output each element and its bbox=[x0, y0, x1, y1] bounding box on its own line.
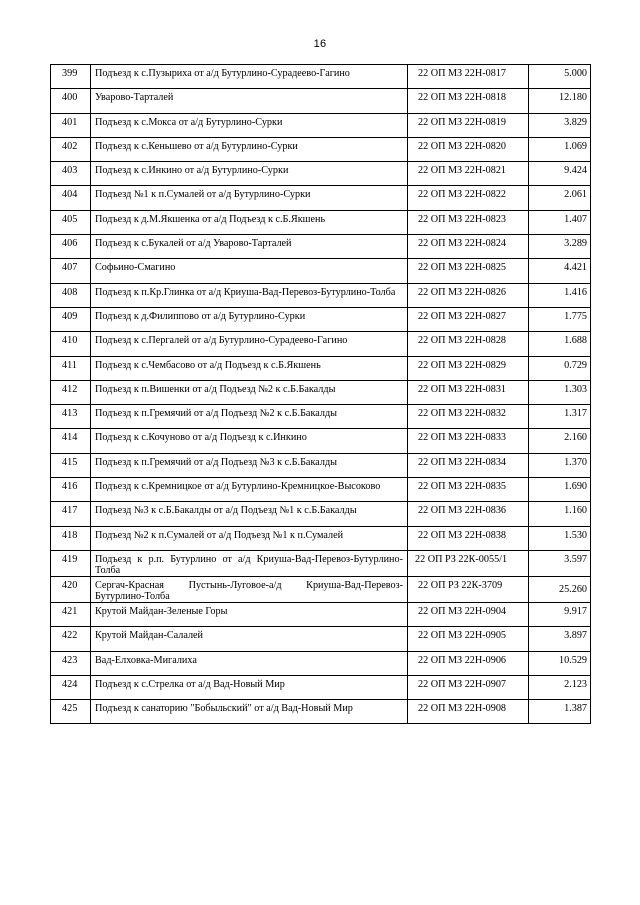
road-code-cell: 22 ОП МЗ 22Н-0829 bbox=[408, 356, 529, 380]
table-row bbox=[51, 502, 591, 526]
road-code-cell: 22 ОП МЗ 22Н-0827 bbox=[408, 307, 529, 331]
road-name-cell: Сергач-Красная Пустынь-Луговое-а/д Криуша-Вад-Перевоз-Бутурлино-Толба bbox=[91, 576, 408, 602]
road-name-cell: Подъезд к с.Кеньшево от а/д Бутурлино-Сурки bbox=[91, 137, 408, 161]
row-number-cell: 419 bbox=[51, 550, 91, 576]
road-code-cell: 22 ОП МЗ 22Н-0833 bbox=[408, 429, 529, 453]
road-length-cell: 5.000 bbox=[529, 65, 591, 89]
row-number-cell: 404 bbox=[51, 186, 91, 210]
row-number-cell: 408 bbox=[51, 283, 91, 307]
road-name-cell: Подъезд №2 к п.Сумалей от а/д Подъезд №1 к п.Сумалей bbox=[91, 526, 408, 550]
row-number-cell: 402 bbox=[51, 137, 91, 161]
road-length-cell: 1.416 bbox=[529, 283, 591, 307]
road-name-cell: Крутой Майдан-Зеленые Горы bbox=[91, 602, 408, 626]
road-name-cell: Крутой Майдан-Салалей bbox=[91, 627, 408, 651]
table-row bbox=[51, 675, 591, 699]
road-code-cell: 22 ОП МЗ 22Н-0908 bbox=[408, 700, 529, 724]
road-length-cell: 12.180 bbox=[529, 89, 591, 113]
road-name-cell: Подъезд №1 к п.Сумалей от а/д Бутурлино-Сурки bbox=[91, 186, 408, 210]
road-code-cell: 22 ОП МЗ 22Н-0836 bbox=[408, 502, 529, 526]
road-name-cell: Уварово-Тарталей bbox=[91, 89, 408, 113]
table-row bbox=[51, 89, 591, 113]
road-name-cell: Вад-Елховка-Мигалиха bbox=[91, 651, 408, 675]
road-length-cell: 9.424 bbox=[529, 162, 591, 186]
road-name-cell: Подъезд к п.Гремячий от а/д Подъезд №2 к с.Б.Бакалды bbox=[91, 405, 408, 429]
table-row bbox=[51, 307, 591, 331]
road-name-cell: Подъезд к с.Мокса от а/д Бутурлино-Сурки bbox=[91, 113, 408, 137]
table-row bbox=[51, 380, 591, 404]
road-name-cell: Подъезд к с.Чембасово от а/д Подъезд к с.Б.Якшень bbox=[91, 356, 408, 380]
road-name-cell: Подъезд к с.Букалей от а/д Уварово-Тарталей bbox=[91, 235, 408, 259]
road-name-cell: Подъезд к д.М.Якшенка от а/д Подъезд к с.Б.Якшень bbox=[91, 210, 408, 234]
row-number-cell: 405 bbox=[51, 210, 91, 234]
road-length-cell: 9.917 bbox=[529, 602, 591, 626]
page-number: 16 bbox=[313, 38, 327, 50]
road-length-cell: 1.317 bbox=[529, 405, 591, 429]
row-number-cell: 421 bbox=[51, 602, 91, 626]
road-length-cell: 1.160 bbox=[529, 502, 591, 526]
table-row bbox=[51, 453, 591, 477]
road-code-cell: 22 ОП МЗ 22Н-0906 bbox=[408, 651, 529, 675]
table-row bbox=[51, 602, 591, 626]
row-number-cell: 420 bbox=[51, 576, 91, 602]
road-code-cell: 22 ОП МЗ 22Н-0822 bbox=[408, 186, 529, 210]
table-row bbox=[51, 576, 591, 602]
road-code-cell: 22 ОП МЗ 22Н-0821 bbox=[408, 162, 529, 186]
road-code-cell: 22 ОП МЗ 22Н-0905 bbox=[408, 627, 529, 651]
road-name-cell: Подъезд к с.Инкино от а/д Бутурлино-Сурки bbox=[91, 162, 408, 186]
row-number-cell: 417 bbox=[51, 502, 91, 526]
road-name-cell: Подъезд к с.Стрелка от а/д Вад-Новый Мир bbox=[91, 675, 408, 699]
row-number-cell: 409 bbox=[51, 307, 91, 331]
table-row bbox=[51, 478, 591, 502]
road-code-cell: 22 ОП МЗ 22Н-0817 bbox=[408, 65, 529, 89]
table-row bbox=[51, 332, 591, 356]
row-number-cell: 403 bbox=[51, 162, 91, 186]
table-row bbox=[51, 283, 591, 307]
road-code-cell: 22 ОП МЗ 22Н-0831 bbox=[408, 380, 529, 404]
road-length-cell: 4.421 bbox=[529, 259, 591, 283]
road-name-cell: Подъезд к п.Гремячий от а/д Подъезд №3 к с.Б.Бакалды bbox=[91, 453, 408, 477]
roads-table bbox=[50, 64, 591, 724]
road-length-cell: 3.829 bbox=[529, 113, 591, 137]
road-length-cell: 1.690 bbox=[529, 478, 591, 502]
table-row bbox=[51, 137, 591, 161]
road-code-cell: 22 ОП РЗ 22К-0055/1 bbox=[408, 550, 529, 576]
road-length-cell: 1.069 bbox=[529, 137, 591, 161]
road-name-cell: Подъезд к р.п. Бутурлино от а/д Криуша-Вад-Перевоз-Бутурлино-Толба bbox=[91, 550, 408, 576]
road-code-cell: 22 ОП МЗ 22Н-0824 bbox=[408, 235, 529, 259]
table-row bbox=[51, 405, 591, 429]
road-name-cell: Подъезд к п.Кр.Глинка от а/д Криуша-Вад-Перевоз-Бутурлино-Толба bbox=[91, 283, 408, 307]
road-name-cell: Подъезд к с.Кремницкое от а/д Бутурлино-Кремницкое-Высоково bbox=[91, 478, 408, 502]
table-row bbox=[51, 210, 591, 234]
row-number-cell: 422 bbox=[51, 627, 91, 651]
row-number-cell: 401 bbox=[51, 113, 91, 137]
road-name-cell: Подъезд к п.Вишенки от а/д Подъезд №2 к с.Б.Бакалды bbox=[91, 380, 408, 404]
table-row bbox=[51, 526, 591, 550]
table-row bbox=[51, 429, 591, 453]
road-code-cell: 22 ОП МЗ 22Н-0828 bbox=[408, 332, 529, 356]
row-number-cell: 423 bbox=[51, 651, 91, 675]
road-code-cell: 22 ОП МЗ 22Н-0904 bbox=[408, 602, 529, 626]
row-number-cell: 416 bbox=[51, 478, 91, 502]
table-row bbox=[51, 356, 591, 380]
table-row bbox=[51, 627, 591, 651]
road-name-cell: Подъезд к с.Кочуново от а/д Подъезд к с.Инкино bbox=[91, 429, 408, 453]
row-number-cell: 406 bbox=[51, 235, 91, 259]
road-length-cell: 2.123 bbox=[529, 675, 591, 699]
roads-table-body bbox=[51, 65, 591, 724]
road-name-cell: Подъезд к с.Пергалей от а/д Бутурлино-Сурадеево-Гагино bbox=[91, 332, 408, 356]
road-name-cell: Подъезд к д.Филиппово от а/д Бутурлино-Сурки bbox=[91, 307, 408, 331]
road-name-cell: Подъезд к с.Пузыриха от а/д Бутурлино-Сурадеево-Гагино bbox=[91, 65, 408, 89]
road-code-cell: 22 ОП МЗ 22Н-0834 bbox=[408, 453, 529, 477]
table-row bbox=[51, 235, 591, 259]
road-code-cell: 22 ОП МЗ 22Н-0818 bbox=[408, 89, 529, 113]
road-length-cell: 1.387 bbox=[529, 700, 591, 724]
row-number-cell: 414 bbox=[51, 429, 91, 453]
road-code-cell: 22 ОП МЗ 22Н-0823 bbox=[408, 210, 529, 234]
road-length-cell: 2.160 bbox=[529, 429, 591, 453]
road-length-cell: 1.775 bbox=[529, 307, 591, 331]
road-name-cell: Софьино-Смагино bbox=[91, 259, 408, 283]
road-code-cell: 22 ОП МЗ 22Н-0820 bbox=[408, 137, 529, 161]
road-length-cell: 1.303 bbox=[529, 380, 591, 404]
road-name-cell: Подъезд №3 к с.Б.Бакалды от а/д Подъезд №1 к с.Б.Бакалды bbox=[91, 502, 408, 526]
road-length-cell: 10.529 bbox=[529, 651, 591, 675]
table-row bbox=[51, 186, 591, 210]
row-number-cell: 425 bbox=[51, 700, 91, 724]
road-code-cell: 22 ОП РЗ 22К-3709 bbox=[408, 576, 529, 602]
road-length-cell: 3.289 bbox=[529, 235, 591, 259]
road-code-cell: 22 ОП МЗ 22Н-0835 bbox=[408, 478, 529, 502]
table-row bbox=[51, 700, 591, 724]
table-row bbox=[51, 162, 591, 186]
road-length-cell: 1.370 bbox=[529, 453, 591, 477]
road-length-cell: 1.688 bbox=[529, 332, 591, 356]
road-name-cell: Подъезд к санаторию "Бобыльский" от а/д Вад-Новый Мир bbox=[91, 700, 408, 724]
road-length-cell: 0.729 bbox=[529, 356, 591, 380]
row-number-cell: 400 bbox=[51, 89, 91, 113]
road-length-cell: 25.260 bbox=[529, 576, 591, 602]
road-length-cell: 2.061 bbox=[529, 186, 591, 210]
table-row bbox=[51, 113, 591, 137]
road-code-cell: 22 ОП МЗ 22Н-0826 bbox=[408, 283, 529, 307]
road-code-cell: 22 ОП МЗ 22Н-0832 bbox=[408, 405, 529, 429]
row-number-cell: 407 bbox=[51, 259, 91, 283]
row-number-cell: 410 bbox=[51, 332, 91, 356]
row-number-cell: 411 bbox=[51, 356, 91, 380]
table-row bbox=[51, 65, 591, 89]
road-code-cell: 22 ОП МЗ 22Н-0838 bbox=[408, 526, 529, 550]
road-length-cell: 1.407 bbox=[529, 210, 591, 234]
row-number-cell: 412 bbox=[51, 380, 91, 404]
road-code-cell: 22 ОП МЗ 22Н-0825 bbox=[408, 259, 529, 283]
road-length-cell: 1.530 bbox=[529, 526, 591, 550]
row-number-cell: 418 bbox=[51, 526, 91, 550]
table-row bbox=[51, 259, 591, 283]
row-number-cell: 424 bbox=[51, 675, 91, 699]
road-code-cell: 22 ОП МЗ 22Н-0819 bbox=[408, 113, 529, 137]
row-number-cell: 399 bbox=[51, 65, 91, 89]
road-code-cell: 22 ОП МЗ 22Н-0907 bbox=[408, 675, 529, 699]
table-row bbox=[51, 550, 591, 576]
table-row bbox=[51, 651, 591, 675]
row-number-cell: 413 bbox=[51, 405, 91, 429]
row-number-cell: 415 bbox=[51, 453, 91, 477]
road-length-cell: 3.597 bbox=[529, 550, 591, 576]
road-length-cell: 3.897 bbox=[529, 627, 591, 651]
